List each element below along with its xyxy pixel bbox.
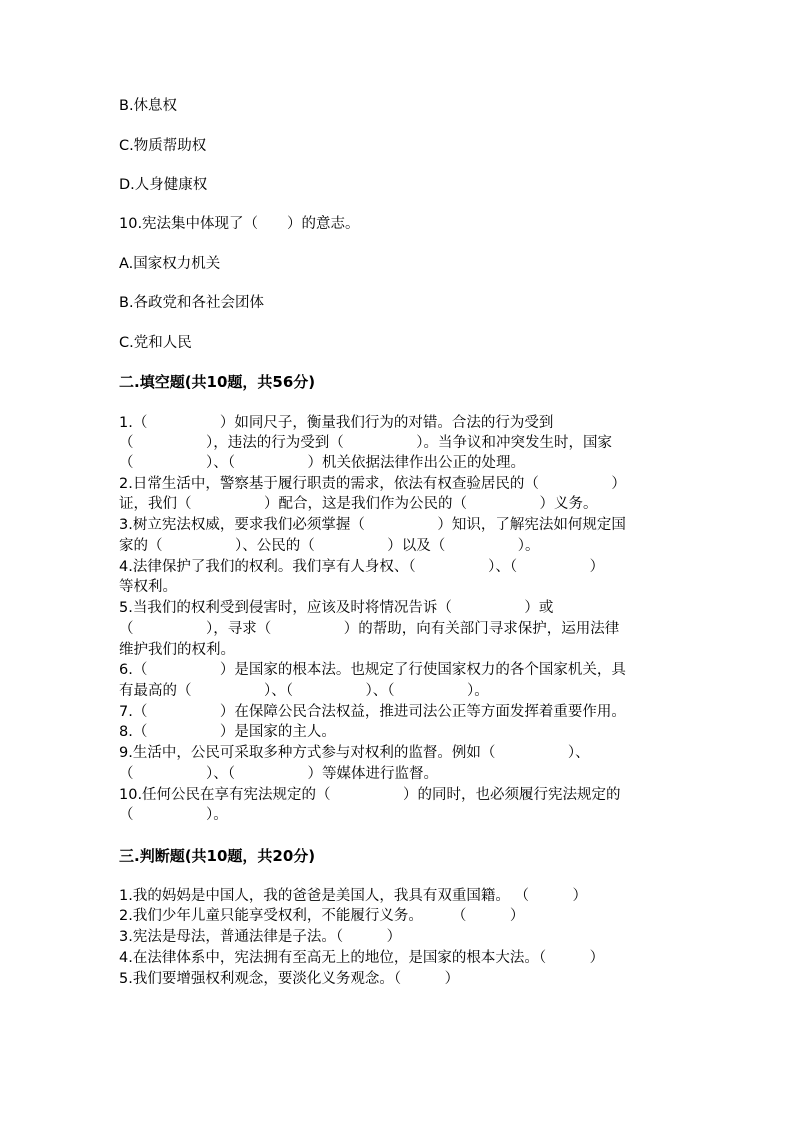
fill-blank-line: （ ），违法的行为受到（ ）。当争议和冲突发生时，国家	[119, 435, 612, 451]
option-d-personal-health-right: D.人身健康权	[119, 177, 208, 193]
fill-blank-line: 8.（ ）是国家的主人。	[119, 724, 336, 740]
question-10-stem: 10.宪法集中体现了（ ）的意志。	[119, 216, 360, 232]
fill-blank-line: （ ），寻求（ ）的帮助，向有关部门寻求保护，运用法律	[119, 621, 620, 637]
question-10-option-c: C.党和人民	[119, 335, 192, 351]
section-3-heading: 三.判断题(共10题，共20分)	[119, 847, 316, 865]
option-c-material-aid-right: C.物质帮助权	[119, 138, 207, 154]
question-10-option-a: A.国家权力机关	[119, 256, 221, 272]
fill-blank-line: 家的（ ）、公民的（ ）以及（ ）。	[119, 538, 540, 554]
fill-blank-line: 3.树立宪法权威，要求我们必须掌握（ ）知识，了解宪法如何规定国	[119, 517, 626, 533]
fill-blank-line: 证，我们（ ）配合，这是我们作为公民的（ ）义务。	[119, 496, 598, 512]
true-false-item: 2.我们少年儿童只能享受权利，不能履行义务。 （ ）	[119, 908, 525, 924]
fill-blank-line: 5.当我们的权利受到侵害时，应该及时将情况告诉（ ）或	[119, 600, 554, 616]
fill-blank-line: 等权利。	[119, 579, 177, 595]
fill-blank-line: 维护我们的权利。	[119, 642, 235, 658]
section-2-heading: 二.填空题(共10题，共56分)	[119, 373, 316, 391]
fill-blank-line: 有最高的（ ）、（ ）、（ ）。	[119, 683, 489, 699]
fill-blank-line: （ ）、（ ）机关依据法律作出公正的处理。	[119, 455, 525, 471]
true-false-item: 1.我的妈妈是中国人，我的爸爸是美国人，我具有双重国籍。 （ ）	[119, 888, 587, 904]
fill-blank-line: 6.（ ）是国家的根本法。也规定了行使国家权力的各个国家机关，具	[119, 662, 626, 678]
fill-blank-line: （ ）、（ ）等媒体进行监督。	[119, 766, 438, 782]
fill-blank-line: 1.（ ）如同尺子，衡量我们行为的对错。合法的行为受到	[119, 415, 554, 431]
fill-blank-line: 10.任何公民在享有宪法规定的（ ）的同时，也必须履行宪法规定的	[119, 787, 621, 803]
fill-blank-line: 2.日常生活中，警察基于履行职责的需求，依法有权查验居民的（ ）	[119, 476, 626, 492]
fill-blank-line: 4.法律保护了我们的权利。我们享有人身权、（ ）、（ ）	[119, 559, 605, 575]
fill-blank-line: 9.生活中，公民可采取多种方式参与对权利的监督。例如（ ）、	[119, 745, 590, 761]
fill-blank-line: 7.（ ）在保障公民合法权益，推进司法公正等方面发挥着重要作用。	[119, 704, 626, 720]
fill-blank-line: （ ）。	[119, 807, 228, 823]
true-false-item: 3.宪法是母法，普通法律是子法。（ ）	[119, 929, 402, 945]
true-false-item: 4.在法律体系中，宪法拥有至高无上的地位，是国家的根本大法。（ ）	[119, 950, 605, 966]
option-b-rest-right: B.休息权	[119, 98, 178, 114]
true-false-item: 5.我们要增强权利观念，要淡化义务观念。（ ）	[119, 971, 460, 987]
question-10-option-b: B.各政党和各社会团体	[119, 295, 265, 311]
